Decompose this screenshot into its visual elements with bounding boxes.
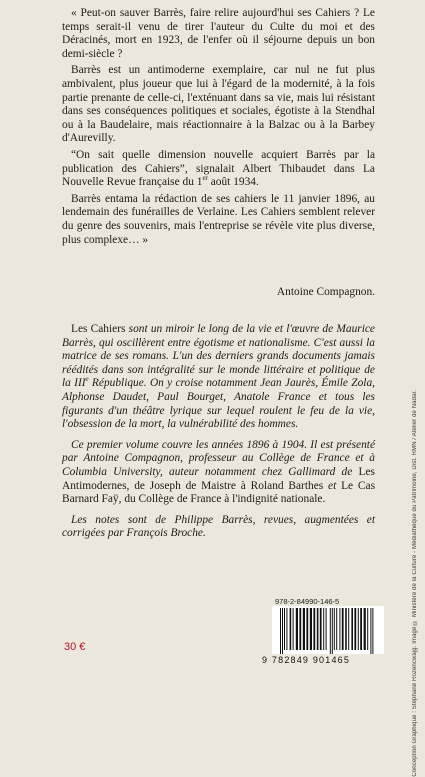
barcode-bar	[370, 608, 371, 654]
credits-line: Conception Graphique : Stéphane Rozencwajg. Image © Ministère de la Culture - Médiathèque du Patrimoine, Dist. RMN / Atelier de Nadar.	[412, 390, 418, 777]
quote-paragraph-2: Barrès est un antimoderne exemplaire, car nul ne fut plus ambivalent, plus joueur que lui à l'égard de la modernité, à la fois partie prenante de celle-ci, l'exténuant dans sa vie, mais lui résistant dans ses conséquences politiques et sociales, égotiste à la Stendhal ou à la Baudelaire, mais réactionnaire à la Balzac ou à la Barbey d'Aurevilly.	[62, 64, 375, 145]
barcode-bar	[310, 608, 312, 650]
barcode-bar	[348, 608, 349, 650]
barcode-bar	[336, 608, 337, 650]
barcode-bar	[317, 608, 319, 650]
description-paragraph-3: Les notes sont de Philippe Barrès, revues, augmentées et corrigées par François Broche.	[62, 513, 375, 540]
quote-paragraph-1: « Peut-on sauver Barrès, faire relire aujourd'hui ses Cahiers ? Le temps serait-il venu de tirer l'auteur du Culte du moi et des Déracinés, mort en 1923, de l'enfer où il séjourne depuis un bon demi-siècle ?	[62, 7, 375, 60]
barcode-bar	[334, 608, 335, 650]
barcode-bar	[286, 608, 287, 650]
barcode-bar	[296, 608, 298, 650]
quote-block	[62, 7, 375, 247]
barcode-bar	[330, 608, 331, 654]
barcode-bar	[342, 608, 344, 650]
barcode-bar	[293, 608, 294, 650]
quote-paragraph-3-end: août 1934.	[207, 176, 259, 189]
barcode-bar	[372, 608, 373, 654]
barcode-bar	[367, 608, 368, 650]
description-paragraph-1-end: République. On y croise notamment Jean Jaurès, Émile Zola, Alphonse Daudet, Paul Bourget, Anatole France et tous les figurants d'un théâtre lyrique sur lequel roulent le feu de la vie, l'obsession de la mort, la vulnérabilité des hommes.	[62, 377, 375, 431]
barcode-bar	[339, 608, 340, 650]
barcode-bar	[351, 608, 353, 650]
barcode-bar	[306, 608, 308, 650]
description-paragraph-2	[62, 439, 375, 507]
cahiers-title: Les Cahiers	[71, 323, 126, 335]
barcode-bars	[272, 606, 384, 654]
barcode-bar	[354, 608, 356, 650]
barcode-bar	[320, 608, 322, 650]
barcode-bar	[280, 608, 281, 654]
divider	[62, 313, 375, 314]
barcode-bar	[290, 608, 292, 650]
barnard-fay-title: Le Cas Barnard Faÿ, du Collège de France à l'indignité nationale.	[62, 479, 376, 506]
description-block	[62, 323, 375, 541]
isbn: 978-2-84990-146-5	[275, 597, 340, 606]
barcode-bar	[332, 608, 333, 654]
barcode	[272, 606, 384, 654]
barcode-bar	[326, 608, 327, 650]
barcode-bar	[303, 608, 305, 650]
barcode-bar	[299, 608, 301, 650]
barcode-bar	[364, 608, 366, 650]
barcode-bar	[345, 608, 347, 650]
signature: Antoine Compagnon.	[276, 286, 375, 298]
description-superscript: e	[85, 375, 89, 384]
description-paragraph-2-join: et	[323, 479, 342, 492]
quote-paragraph-3-text: “On sait quelle dimension nouvelle acquiert Barrès par la publication des Cahiers”, signalait Albert Thibaudet dans La Nouvelle Revue française du 1	[62, 148, 375, 189]
antimodernes-title: Les Antimodernes, de Joseph de Maistre à Roland Barthes	[62, 465, 375, 492]
barcode-bar	[358, 608, 359, 650]
barcode-bar	[360, 608, 362, 650]
quote-paragraph-3	[62, 149, 375, 190]
barcode-number: 9 782849 901465	[262, 655, 351, 665]
description-paragraph-2-text: Ce premier volume couvre les années 1896 à 1904. Il est présenté par Antoine Compagnon, professeur au Collège de France et à Columbia University, auteur notamment chez Gallimard de	[62, 438, 375, 478]
quote-superscript: er	[202, 174, 208, 183]
barcode-bar	[323, 608, 324, 650]
barcode-bar	[282, 608, 283, 654]
quote-paragraph-4: Barrès entama la rédaction de ses cahiers le 11 janvier 1896, au lendemain des funérailles de Verlaine. Les Cahiers semblent relever du genre des souvenirs, mais l'entreprise se révèle vite plus diverse, plus complexe… »	[62, 192, 375, 246]
description-paragraph-1	[62, 323, 375, 432]
description-paragraph-1-text: sont un miroir le long de la vie et l'œuvre de Maurice Barrès, qui oscillèrent entre égotisme et nationalisme. C'est aussi la matrice de ses romans. L'un des derniers grands documents jamais réédités dans son intégralité sur le monde littéraire et politique de la III	[62, 323, 375, 390]
barcode-bar	[284, 608, 285, 650]
price: 30 €	[64, 641, 86, 653]
barcode-bar	[313, 608, 315, 650]
